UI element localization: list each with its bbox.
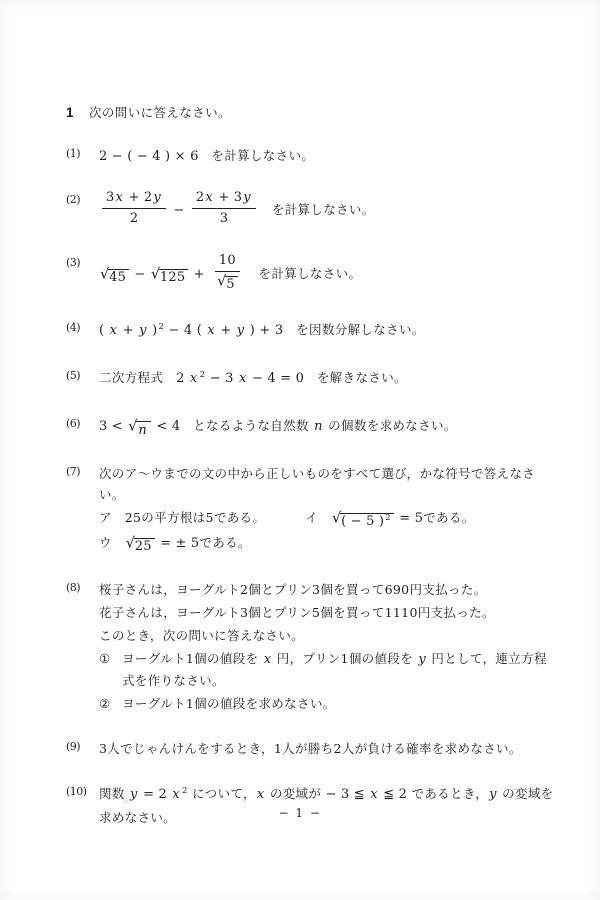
item-line <box>99 507 554 530</box>
problem-item <box>66 579 554 714</box>
problem-item <box>66 191 554 230</box>
radical-sign-icon: √ <box>125 535 136 552</box>
radicand <box>159 269 188 286</box>
item-label: (9) <box>66 740 81 754</box>
radical-sign-icon: √ <box>150 266 161 283</box>
item-line <box>99 602 554 623</box>
square-root <box>331 510 394 530</box>
math-text: 3 <box>219 210 229 226</box>
math-variable: x <box>115 190 124 205</box>
item-line <box>99 463 554 505</box>
subitem-marker: ① <box>99 651 111 667</box>
math-variable: x <box>205 190 214 205</box>
math-text: ) <box>147 323 158 339</box>
math-text: ) + 3 <box>245 323 284 339</box>
item-line <box>99 693 554 714</box>
text-run: を因数分解しなさい。 <box>283 322 425 338</box>
square-root <box>125 535 155 555</box>
math-text: 2 − ( − 4 ) × 6 <box>99 149 199 164</box>
text-run: を計算しなさい。 <box>198 148 315 163</box>
item-content <box>99 254 554 295</box>
math-variable: y <box>236 323 245 339</box>
math-variable: n <box>314 419 323 435</box>
square-root <box>100 266 129 286</box>
item-line <box>99 319 554 343</box>
math-variable: x <box>172 787 180 803</box>
text-run: となるような自然数 <box>180 418 314 434</box>
item-line <box>99 579 554 600</box>
math-variable: x <box>256 787 265 803</box>
problem-item <box>66 145 554 167</box>
subitem-text <box>122 648 554 691</box>
item-label: (1) <box>66 147 81 160</box>
superscript: 2 <box>181 786 188 797</box>
problem-number: 1 <box>66 105 74 120</box>
text-run: 次のア～ウまでの文の中から正しいものをすべて選び，かな符号で答えなさい。 <box>99 465 536 502</box>
problem-item <box>66 415 554 438</box>
text-run: ヨーグルト1個の値段を <box>122 651 263 667</box>
text-run: 円として，連立方程式を作りなさい。 <box>122 651 547 689</box>
text-run: を計算しなさい。 <box>245 265 362 281</box>
problem-item <box>66 319 554 343</box>
item-content <box>99 415 554 438</box>
exam-content <box>66 103 554 828</box>
math-variable: y <box>243 190 251 205</box>
math-text: ≦ 2 <box>378 787 408 803</box>
item-line <box>99 191 554 230</box>
math-text: 2 <box>129 210 139 226</box>
item-line <box>99 415 554 438</box>
problem-heading <box>66 103 554 121</box>
item-content <box>99 367 554 391</box>
fraction-numerator <box>102 189 166 209</box>
math-text: − 4 ( <box>164 323 207 339</box>
text-run: 花子さんは，ヨーグルト3個とプリン5個を買って1110円支払った。 <box>99 605 495 621</box>
math-text: 10 <box>218 252 236 268</box>
item-label: (5) <box>66 369 81 383</box>
item-content <box>99 463 554 556</box>
superscript: 2 <box>158 322 165 333</box>
superscript: 2 <box>199 370 206 381</box>
fraction <box>102 189 166 228</box>
math-text: 2 <box>176 371 189 387</box>
math-text: + <box>189 266 210 282</box>
text-run: 関数 <box>99 786 130 802</box>
math-text: 25 <box>134 539 152 555</box>
math-variable: x <box>189 371 198 387</box>
fraction-denominator <box>212 272 243 293</box>
math-text: ( − 5 ) <box>341 514 385 530</box>
text-run: 二次方程式 <box>99 370 177 386</box>
text-run: について， <box>187 786 256 802</box>
square-root <box>150 266 189 286</box>
math-text: + 2 <box>124 190 153 205</box>
math-variable: y <box>139 323 147 339</box>
math-text: + <box>216 323 236 339</box>
math-text: − 4 = 0 <box>247 371 305 387</box>
item-line <box>99 145 554 167</box>
item-content <box>99 145 554 167</box>
problem-item <box>66 254 554 295</box>
item-line <box>99 738 554 759</box>
text-run: このとき，次の問いに答えなさい。 <box>99 628 305 644</box>
math-text: ( <box>99 323 109 339</box>
math-text: = 2 <box>138 787 172 803</box>
fraction-numerator <box>192 189 256 209</box>
text-run: を解きなさい。 <box>304 370 407 386</box>
item-label: (8) <box>66 581 81 595</box>
math-text: = ± 5 <box>155 535 200 551</box>
math-variable: x <box>370 787 378 803</box>
item-label: (3) <box>66 255 81 269</box>
radicand <box>134 538 155 555</box>
text-run: 円，プリン1個の値段を <box>272 651 418 667</box>
text-run: である。 <box>199 534 251 550</box>
text-run: 3人でじゃんけんをするとき，1人が勝ち2人が負ける確率を求めなさい。 <box>99 741 522 757</box>
radicand <box>136 421 151 438</box>
radicand <box>340 513 394 530</box>
item-content <box>99 191 554 230</box>
math-text: + <box>118 323 139 339</box>
item-label: (7) <box>66 464 81 478</box>
item-label: (6) <box>66 417 81 431</box>
item-line <box>99 254 554 295</box>
item-content <box>99 738 554 759</box>
superscript: 2 <box>385 513 391 524</box>
math-text: 3 < <box>99 419 128 435</box>
text-run: の変域が <box>265 786 326 802</box>
item-content <box>99 579 554 714</box>
text-run: である。 <box>423 509 475 525</box>
problem-item <box>66 463 554 556</box>
text-run: 桜子さんは，ヨーグルト2個とプリン3個を買って690円支払った。 <box>99 582 487 598</box>
text-run: ウ <box>99 534 125 550</box>
item-content <box>99 319 554 343</box>
item-label: (2) <box>66 193 81 206</box>
fraction <box>212 252 243 293</box>
math-variable: y <box>130 787 138 803</box>
item-line <box>99 648 554 691</box>
radical-sign-icon: √ <box>217 273 227 290</box>
fraction <box>192 189 256 228</box>
radical-sign-icon: √ <box>100 266 110 283</box>
subitem-text <box>122 693 554 714</box>
square-root <box>128 418 151 438</box>
text-run: であるとき， <box>407 786 489 802</box>
square-root <box>217 273 238 293</box>
math-variable: x <box>207 323 215 339</box>
math-variable: x <box>109 323 118 339</box>
math-text: − <box>130 266 150 282</box>
item-label: (4) <box>66 321 81 335</box>
text-run: を計算しなさい。 <box>258 201 375 217</box>
problem-instruction: 次の問いに答えなさい。 <box>89 105 231 120</box>
text-run: イ <box>305 509 331 525</box>
scan-artifact <box>123 798 129 804</box>
problem-item <box>66 738 554 759</box>
math-text: < 4 <box>152 419 181 435</box>
text-run: の個数を求めなさい。 <box>323 418 457 434</box>
text-run: ア 25の平方根は5である。 <box>99 509 266 525</box>
math-text: 3 <box>106 190 115 205</box>
page-number: − 1 − <box>278 806 322 820</box>
math-text: 125 <box>159 270 186 286</box>
math-text: 2 <box>195 190 205 205</box>
math-variable: y <box>418 652 427 668</box>
math-text: 5 <box>226 277 235 293</box>
math-variable: n <box>138 422 148 438</box>
problem-items <box>66 145 554 828</box>
radical-sign-icon: √ <box>128 418 138 435</box>
subitem-marker: ② <box>99 696 111 712</box>
item-label: (10) <box>66 785 87 799</box>
radical-sign-icon: √ <box>331 510 342 527</box>
math-text: = 5 <box>394 510 424 526</box>
math-text: − 3 <box>205 371 238 387</box>
math-variable: x <box>263 652 272 668</box>
item-line <box>99 367 554 391</box>
fraction-numerator <box>215 252 240 272</box>
math-variable: x <box>238 371 247 387</box>
fraction-denominator <box>216 209 232 228</box>
problem-item <box>66 367 554 391</box>
radicand <box>108 269 129 286</box>
fraction-denominator <box>126 209 142 228</box>
item-line <box>99 625 554 646</box>
math-text: − 3 ≦ <box>325 787 370 803</box>
text-run: ヨーグルト1個の値段を求めなさい。 <box>122 696 336 712</box>
math-variable: y <box>489 787 497 803</box>
math-text: 45 <box>109 270 127 286</box>
math-text: − <box>169 202 189 218</box>
item-line <box>99 532 554 555</box>
math-variable: y <box>153 190 162 205</box>
text-run: の変域を求めなさい。 <box>99 786 554 826</box>
math-text: + 3 <box>214 190 243 205</box>
